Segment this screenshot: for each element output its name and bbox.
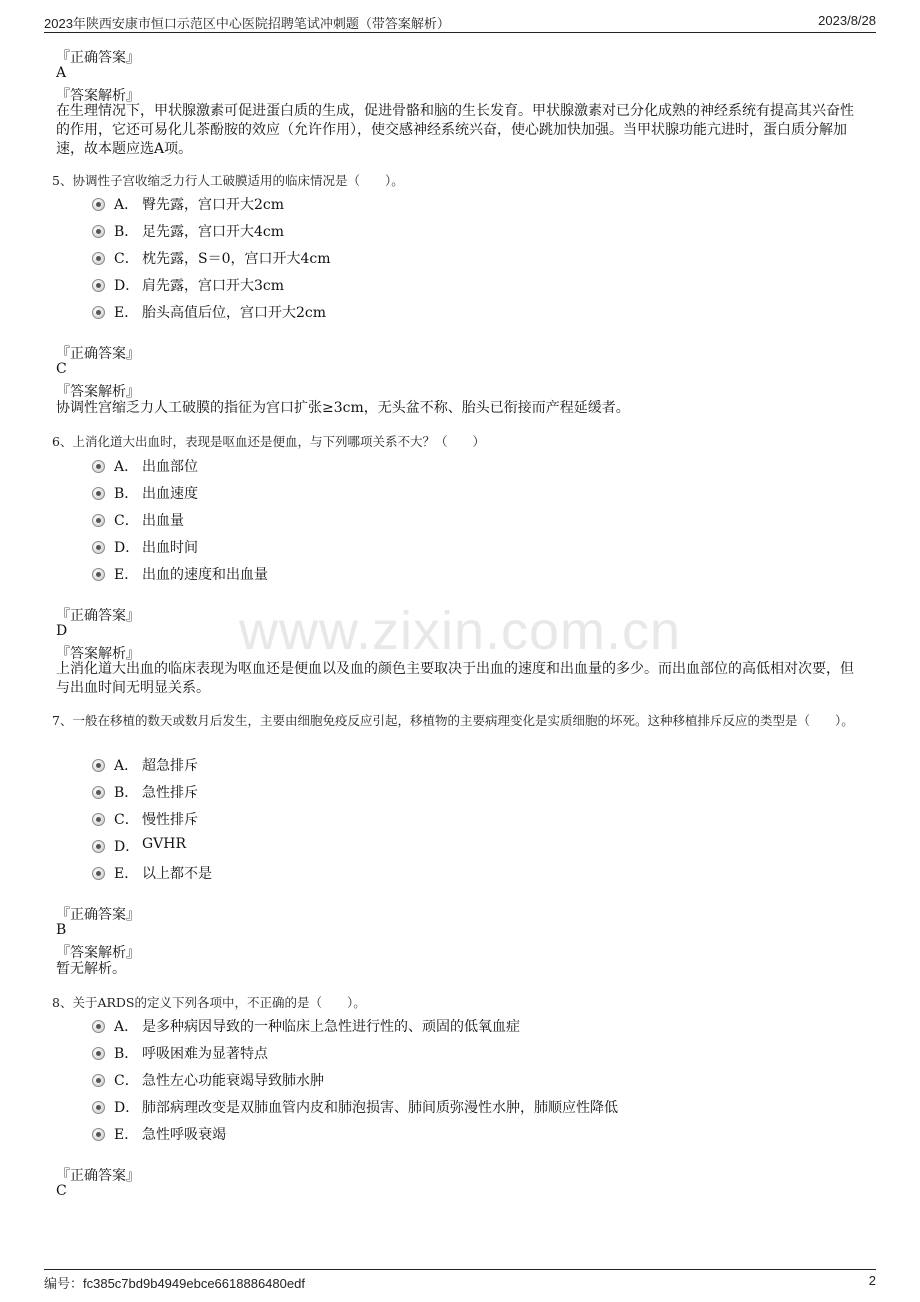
- option-text: 肺部病理改变是双肺血管内皮和肺泡损害、肺间质弥漫性水肿，肺顺应性降低: [142, 1100, 618, 1116]
- option-letter: D．: [114, 1100, 140, 1116]
- option-letter: B．: [114, 785, 139, 801]
- option-letter: C．: [114, 513, 139, 529]
- analysis-text: 在生理情况下，甲状腺激素可促进蛋白质的生成，促进骨骼和脑的生长发育。甲状腺激素对已分化成熟的神经系统有提高其兴奋性的作用，它还可易化儿茶酚胺的效应（允许作用），使交感神经系统兴奋，使心跳加快加强。当甲状腺功能亢进时，蛋白质分解加速，故本题应选A项。: [56, 103, 854, 157]
- analysis-label: 『答案解析』: [56, 88, 140, 104]
- option-letter: D．: [114, 839, 140, 855]
- radio-button-icon[interactable]: [92, 1101, 105, 1114]
- analysis-label: 『答案解析』: [56, 646, 140, 662]
- radio-button-icon[interactable]: [92, 279, 105, 292]
- watermark: www.zixin.com.cn: [238, 601, 682, 661]
- option-letter: A．: [114, 1019, 139, 1035]
- radio-button-icon[interactable]: [92, 487, 105, 500]
- question-stem: 8、关于ARDS的定义下列各项中，不正确的是（ ）。: [52, 995, 366, 1010]
- option-text: 出血的速度和出血量: [142, 567, 268, 583]
- option-text: 出血量: [142, 513, 184, 529]
- radio-button-icon[interactable]: [92, 1047, 105, 1060]
- analysis-text: 上消化道大出血的临床表现为呕血还是便血以及血的颜色主要取决于出血的速度和出血量的多少。而出血部位的高低相对次要，但与出血时间无明显关系。: [56, 661, 854, 696]
- answer-label: 『正确答案』: [56, 346, 140, 362]
- radio-button-icon[interactable]: [92, 759, 105, 772]
- option-letter: A．: [114, 197, 139, 213]
- answer-label: 『正确答案』: [56, 608, 140, 624]
- radio-button-icon[interactable]: [92, 786, 105, 799]
- radio-button-icon[interactable]: [92, 1128, 105, 1141]
- radio-button-icon[interactable]: [92, 541, 105, 554]
- option-text: 急性左心功能衰竭导致肺水肿: [142, 1073, 324, 1089]
- document-date: 2023/8/28: [818, 13, 876, 28]
- option-text: 以上都不是: [142, 866, 212, 882]
- option-text: GVHR: [142, 836, 187, 852]
- radio-button-icon[interactable]: [92, 1074, 105, 1087]
- option-letter: B．: [114, 1046, 139, 1062]
- radio-button-icon[interactable]: [92, 867, 105, 880]
- radio-button-icon[interactable]: [92, 306, 105, 319]
- radio-button-icon[interactable]: [92, 225, 105, 238]
- radio-button-icon[interactable]: [92, 514, 105, 527]
- option-text: 肩先露，宫口开大3cm: [142, 278, 285, 294]
- page-number: 2: [868, 1273, 876, 1288]
- option-letter: E．: [114, 1127, 139, 1143]
- option-text: 是多种病因导致的一种临床上急性进行性的、顽固的低氧血症: [142, 1019, 520, 1035]
- option-letter: D．: [114, 278, 140, 294]
- option-text: 足先露，宫口开大4cm: [142, 224, 285, 240]
- option-text: 急性呼吸衰竭: [142, 1127, 226, 1143]
- option-letter: B．: [114, 486, 139, 502]
- answer-value: A: [56, 65, 67, 81]
- option-text: 枕先露，S＝0，宫口开大4cm: [142, 251, 331, 267]
- page-footer: [44, 1269, 876, 1292]
- radio-button-icon[interactable]: [92, 840, 105, 853]
- option-text: 出血部位: [142, 459, 198, 475]
- option-text: 呼吸困难为显著特点: [142, 1046, 268, 1062]
- radio-button-icon[interactable]: [92, 460, 105, 473]
- analysis-label: 『答案解析』: [56, 384, 140, 400]
- option-letter: E．: [114, 866, 139, 882]
- option-text: 急性排斥: [142, 785, 198, 801]
- answer-value: B: [56, 922, 67, 938]
- radio-button-icon[interactable]: [92, 252, 105, 265]
- option-letter: A．: [114, 758, 139, 774]
- question-stem: 6、上消化道大出血时，表现是呕血还是便血，与下列哪项关系不大？（ ）: [52, 434, 485, 449]
- option-letter: A．: [114, 459, 139, 475]
- option-letter: E．: [114, 305, 139, 321]
- page-header: [44, 12, 876, 33]
- radio-button-icon[interactable]: [92, 813, 105, 826]
- radio-button-icon[interactable]: [92, 1020, 105, 1033]
- analysis-text: 协调性宫缩乏力人工破膜的指征为宫口扩张≥3cm，无头盆不称、胎头已衔接而产程延缓者。: [56, 400, 630, 416]
- analysis-text: 暂无解析。: [56, 961, 126, 977]
- option-text: 胎头高值后位，宫口开大2cm: [142, 305, 327, 321]
- option-text: 出血时间: [142, 540, 198, 556]
- option-letter: C．: [114, 1073, 139, 1089]
- answer-label: 『正确答案』: [56, 1168, 140, 1184]
- radio-button-icon[interactable]: [92, 198, 105, 211]
- option-letter: B．: [114, 224, 139, 240]
- option-text: 慢性排斥: [142, 812, 198, 828]
- option-letter: C．: [114, 812, 139, 828]
- option-letter: C．: [114, 251, 139, 267]
- option-text: 臀先露，宫口开大2cm: [142, 197, 285, 213]
- answer-value: C: [56, 361, 67, 377]
- option-letter: D．: [114, 540, 140, 556]
- question-stem: 5、协调性子宫收缩乏力行人工破膜适用的临床情况是（ ）。: [52, 173, 404, 188]
- option-text: 超急排斥: [142, 758, 198, 774]
- answer-value: D: [56, 623, 68, 639]
- option-text: 出血速度: [142, 486, 198, 502]
- document-code: 编号：fc385c7bd9b4949ebce6618886480edf: [44, 1276, 305, 1291]
- document-title: 2023年陕西安康市恒口示范区中心医院招聘笔试冲刺题（带答案解析）: [44, 16, 450, 31]
- analysis-label: 『答案解析』: [56, 945, 140, 961]
- answer-label: 『正确答案』: [56, 50, 140, 66]
- question-stem: 7、一般在移植的数天或数月后发生，主要由细胞免疫反应引起，移植物的主要病理变化是实质细胞的坏死。这种移植排斥反应的类型是（ ）。: [52, 713, 854, 728]
- option-letter: E．: [114, 567, 139, 583]
- radio-button-icon[interactable]: [92, 568, 105, 581]
- answer-value: C: [56, 1183, 67, 1199]
- answer-label: 『正确答案』: [56, 907, 140, 923]
